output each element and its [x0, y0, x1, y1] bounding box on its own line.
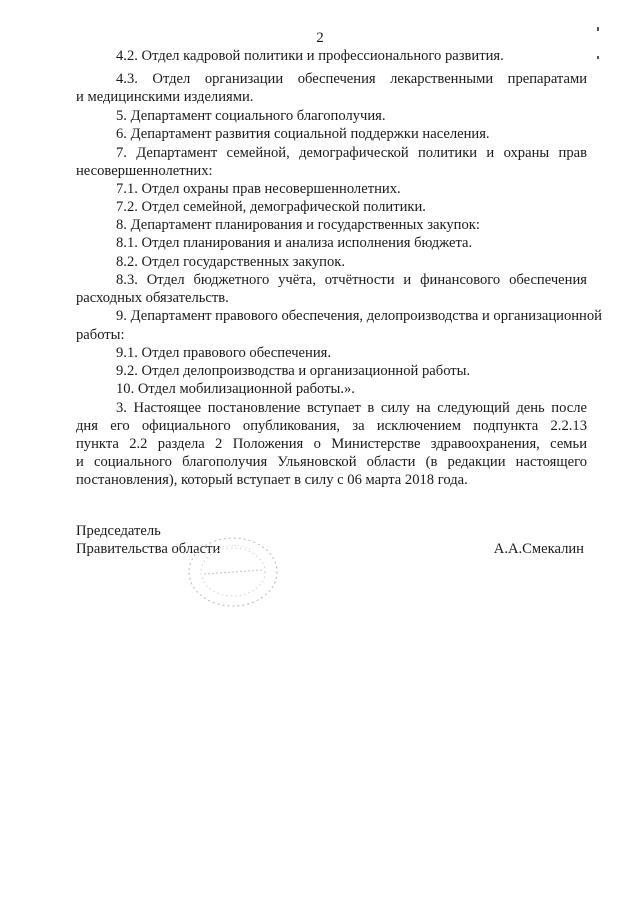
text-line: 8. Департамент планирования и государственных закупок:	[116, 217, 480, 233]
text-line: дня его официального опубликования, за исключением подпункта 2.2.13	[76, 418, 587, 434]
text-line: 10. Отдел мобилизационной работы.».	[116, 381, 355, 397]
text-line: пункта 2.2 раздела 2 Положения о Министерстве здравоохранения, семьи	[76, 436, 587, 452]
text-line: 3. Настоящее постановление вступает в силу на следующий день после	[116, 400, 587, 416]
text-line: расходных обязательств.	[76, 290, 229, 306]
text-line: 8.2. Отдел государственных закупок.	[116, 254, 346, 270]
page-number: 2	[316, 30, 324, 46]
text-line: 9.2. Отдел делопроизводства и организационной работы.	[116, 363, 471, 379]
text-line: 7.1. Отдел охраны прав несовершеннолетних.	[116, 181, 401, 197]
text-line: 6. Департамент развития социальной поддержки населения.	[116, 126, 490, 142]
signatory-name: А.А.Смекалин	[493, 541, 584, 557]
text-line: и социального благополучия Ульяновской области (в редакции настоящего	[76, 454, 587, 470]
text-line: 8.1. Отдел планирования и анализа исполнения бюджета.	[116, 235, 473, 251]
text-line: 9. Департамент правового обеспечения, делопроизводства и организационной	[116, 308, 602, 324]
text-line: и медицинскими изделиями.	[76, 89, 254, 105]
text-line: 8.3. Отдел бюджетного учёта, отчётности и финансового обеспечения	[116, 272, 587, 288]
text-line: несовершеннолетних:	[76, 163, 213, 179]
text-line: работы:	[76, 327, 125, 343]
text-line: 9.1. Отдел правового обеспечения.	[116, 345, 331, 361]
scan-mark	[597, 27, 599, 31]
official-seal	[178, 528, 288, 612]
text-line: 7.2. Отдел семейной, демографической политики.	[116, 199, 426, 215]
text-line: постановления), который вступает в силу с 06 марта 2018 года.	[76, 472, 468, 488]
scan-mark	[597, 56, 599, 59]
signatory-title: Правительства области	[76, 541, 221, 557]
text-line: 4.3. Отдел организации обеспечения лекарственными препаратами	[116, 71, 587, 87]
text-line: 7. Департамент семейной, демографической политики и охраны прав	[116, 145, 587, 161]
text-line: 4.2. Отдел кадровой политики и профессионального развития.	[116, 48, 504, 64]
text-line: 5. Департамент социального благополучия.	[116, 108, 386, 124]
signatory-title: Председатель	[76, 523, 161, 539]
